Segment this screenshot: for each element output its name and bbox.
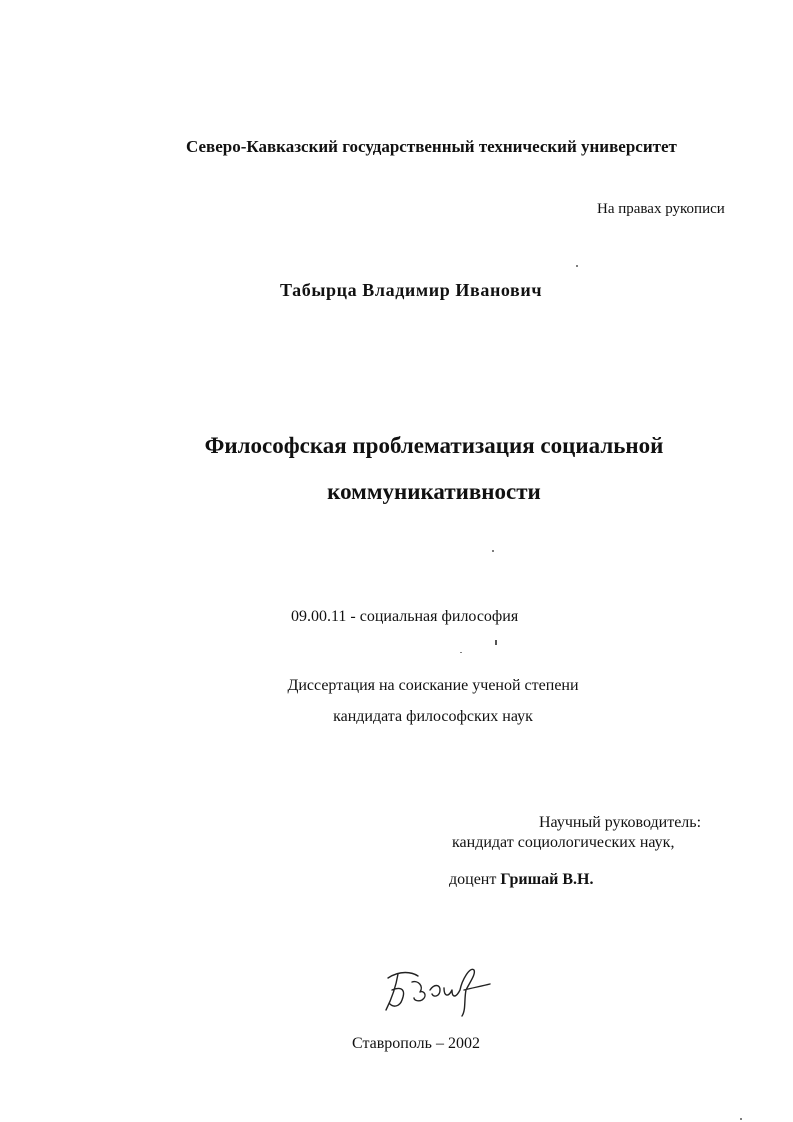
scan-speck	[495, 640, 497, 645]
scan-speck	[460, 652, 462, 653]
degree-statement-line-1: Диссертация на соискание ученой степени	[287, 677, 579, 694]
dissertation-title-line-1: Философская проблематизация социальной	[204, 433, 664, 458]
degree-statement-line-2: кандидата философских наук	[333, 708, 533, 725]
scan-speck	[740, 1118, 742, 1120]
advisor-title-name	[449, 872, 594, 888]
scan-speck	[492, 550, 494, 552]
university-name: Северо-Кавказский государственный технический университет	[186, 137, 677, 156]
advisor-title: доцент	[449, 871, 497, 888]
advisor-name: Гришай В.Н.	[500, 871, 594, 888]
author-name: Табырца Владимир Иванович	[280, 280, 543, 300]
specialty-code: 09.00.11 - социальная философия	[291, 608, 519, 625]
advisor-degree: кандидат социологических наук,	[452, 834, 675, 851]
manuscript-rights-note: На правах рукописи	[597, 201, 725, 217]
city-year: Ставрополь – 2002	[352, 1035, 480, 1052]
handwritten-signature	[378, 960, 508, 1020]
scan-speck	[576, 265, 578, 267]
advisor-label: Научный руководитель:	[539, 814, 702, 831]
dissertation-title-line-2: коммуникативности	[327, 479, 541, 504]
